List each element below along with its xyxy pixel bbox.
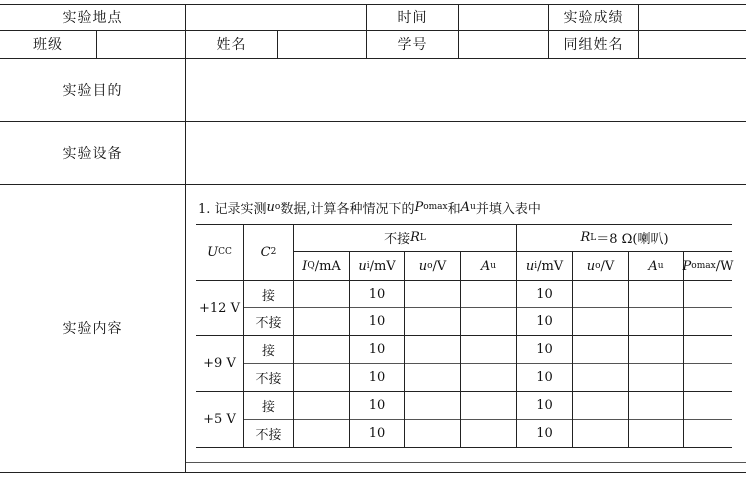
- time-label: 时间: [397, 10, 428, 26]
- score-field[interactable]: [639, 4, 746, 30]
- name-field[interactable]: [278, 30, 366, 58]
- data-table-col: [572, 251, 573, 447]
- equipment-label: 实验设备: [62, 145, 123, 162]
- ui-column-header: u i /mV: [358, 258, 396, 274]
- location-label: 实验地点: [62, 10, 123, 26]
- data-table-line: [243, 363, 732, 364]
- c2-state: 不接: [255, 428, 282, 443]
- name-label: 姓名: [216, 37, 247, 53]
- supply-voltage-label: +5 V: [203, 412, 236, 427]
- location-field[interactable]: [186, 4, 366, 30]
- score-label: 实验成绩: [563, 10, 624, 26]
- inner-bottom-line: [186, 462, 746, 463]
- ui-value: 10: [368, 286, 386, 302]
- data-table-line: [243, 419, 732, 420]
- student-id-field[interactable]: [459, 30, 548, 58]
- purpose-field[interactable]: [186, 59, 746, 121]
- speaker-load-group-header: R L ＝8 Ω(喇叭): [580, 230, 669, 247]
- ui-value: 10: [536, 342, 553, 357]
- ui-value: 10: [368, 398, 386, 413]
- ui-value: 10: [368, 314, 386, 329]
- supply-voltage-label: +9 V: [203, 356, 236, 371]
- content-label: 实验内容: [62, 321, 123, 337]
- c2-state: 不接: [255, 316, 282, 331]
- class-label: 班级: [33, 37, 63, 53]
- purpose-label: 实验目的: [62, 82, 123, 99]
- data-table-col: [683, 251, 684, 447]
- no-load-group-header: 不接 R L: [384, 230, 426, 247]
- c2-header: C 2: [260, 244, 277, 260]
- pomax-column-header: P omax /W: [682, 258, 734, 274]
- partner-label: 同组姓名: [563, 37, 624, 53]
- ui-value: 10: [536, 286, 553, 302]
- student-id-label: 学号: [397, 37, 428, 53]
- ui-value: 10: [536, 398, 553, 413]
- class-field[interactable]: [97, 30, 185, 58]
- ui-value: 10: [368, 370, 386, 385]
- au-column-header: A u: [648, 258, 664, 274]
- supply-voltage-label: +12 V: [199, 300, 240, 316]
- partner-field[interactable]: [639, 30, 746, 58]
- instruction-text: 1. 记录实测 u o 数据,计算各种情况下的 P omax 和 A u 并填入表中: [198, 199, 541, 217]
- data-table-bottom: [196, 447, 732, 448]
- ui-column-header: u i /mV: [525, 258, 564, 274]
- data-table-col: [460, 251, 461, 447]
- iq-column-header: I Q /mA: [302, 258, 341, 274]
- data-table-col: [404, 251, 405, 447]
- c2-state: 接: [261, 288, 275, 304]
- ui-value: 10: [536, 370, 553, 385]
- ui-value: 10: [536, 314, 553, 329]
- c2-state: 接: [261, 344, 275, 359]
- ui-value: 10: [536, 426, 553, 441]
- uo-column-header: u o /V: [418, 258, 447, 274]
- equipment-field[interactable]: [186, 122, 746, 184]
- c2-state: 接: [261, 400, 275, 415]
- c2-state: 不接: [255, 372, 282, 387]
- ucc-header: U CC: [207, 244, 232, 260]
- time-field[interactable]: [459, 4, 548, 30]
- data-table-col: [628, 251, 629, 447]
- table-bottom-border: [0, 472, 746, 473]
- ui-value: 10: [368, 426, 386, 441]
- ui-value: 10: [368, 342, 386, 357]
- au-column-header: A u: [480, 258, 497, 274]
- data-table-line: [243, 307, 732, 308]
- uo-column-header: u o /V: [586, 258, 615, 274]
